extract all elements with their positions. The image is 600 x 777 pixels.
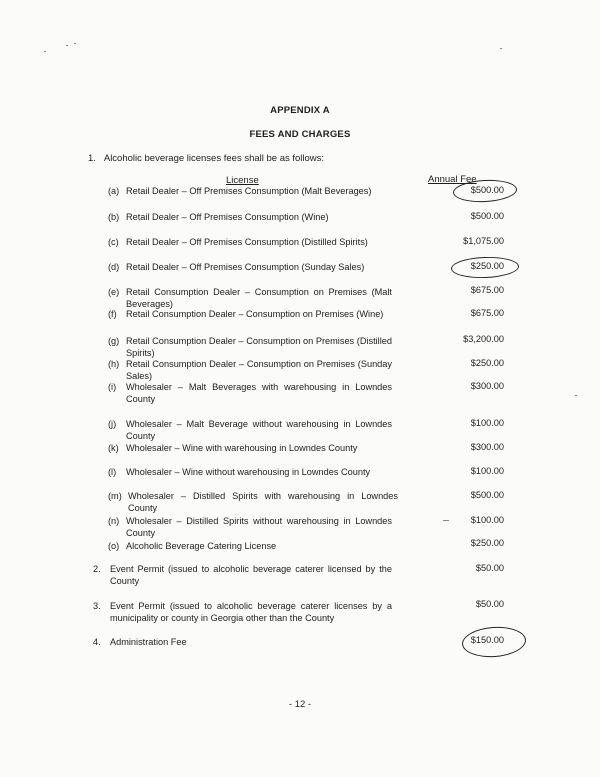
license-fee: $300.00 (470, 381, 504, 391)
license-fee: $500.00 (470, 490, 504, 500)
page-number: - 12 - (288, 699, 312, 710)
license-fee: $250.00 (470, 358, 504, 368)
license-letter: (d) (108, 262, 120, 272)
license-text: Retail Dealer – Off Premises Consumption (Malt Beverages) (126, 186, 372, 196)
fee-column-header: Annual Fee (428, 174, 477, 185)
item-text: Event Permit (issued to alcoholic beverage caterer licenses by a municipality or county in Georgia other than the County (110, 601, 392, 623)
license-letter: (o) (108, 541, 120, 551)
license-text: Retail Consumption Dealer – Consumption on Premises (Malt Beverages) (126, 287, 392, 309)
license-fee: $500.00 (470, 211, 504, 221)
scan-speck (44, 51, 46, 52)
license-fee: $500.00 (470, 185, 504, 195)
license-text: Retail Dealer – Off Premises Consumption (Sunday Sales) (126, 262, 365, 272)
license-text: Wholesaler – Wine with warehousing in Lowndes County (126, 443, 358, 453)
license-letter: (f) (108, 309, 117, 319)
license-fee: $3,200.00 (463, 334, 504, 344)
license-letter: (i) (108, 382, 117, 392)
license-column-header: License (226, 175, 259, 186)
intro-text: Alcoholic beverage licenses fees shall be as follows: (103, 153, 325, 164)
license-fee: $300.00 (470, 442, 504, 452)
license-letter: (j) (108, 419, 117, 429)
item-text: Administration Fee (110, 637, 187, 647)
license-fee: $675.00 (470, 308, 504, 318)
license-letter: (c) (108, 237, 119, 247)
item-text: Event Permit (issued to alcoholic beverage caterer licensed by the County (110, 564, 392, 586)
license-text: Retail Dealer – Off Premises Consumption (Distilled Spirits) (126, 237, 368, 247)
scan-speck (443, 520, 449, 521)
license-fee: $250.00 (470, 538, 504, 548)
license-fee: $100.00 (470, 466, 504, 476)
license-text: Wholesaler – Malt Beverage without warehousing in Lowndes County (126, 419, 392, 441)
license-text: Wholesaler – Malt Beverages with warehousing in Lowndes County (126, 382, 392, 404)
license-text: Alcoholic Beverage Catering License (126, 541, 277, 551)
item-number: 2. (93, 564, 101, 574)
license-text: Wholesaler – Distilled Spirits without warehousing in Lowndes County (126, 516, 392, 538)
license-text: Retail Consumption Dealer – Consumption on Premises (Wine) (126, 309, 384, 319)
item-fee: $150.00 (470, 635, 504, 645)
appendix-title: APPENDIX A (270, 105, 330, 116)
license-letter: (g) (108, 336, 120, 346)
scan-speck (500, 48, 502, 49)
license-fee: $675.00 (470, 285, 504, 295)
license-letter: (h) (108, 359, 120, 369)
scan-speck (74, 43, 76, 44)
license-letter: (a) (108, 186, 120, 196)
license-letter: (b) (108, 212, 120, 222)
license-text: Retail Dealer – Off Premises Consumption (Wine) (126, 212, 329, 222)
section-title: FEES AND CHARGES (249, 129, 351, 140)
item-number: 3. (93, 601, 101, 611)
license-fee: $1,075.00 (463, 236, 504, 246)
scan-speck (66, 45, 68, 46)
item-number: 4. (93, 637, 101, 647)
license-fee: $100.00 (470, 515, 504, 525)
license-fee: $250.00 (470, 261, 504, 271)
license-text: Retail Consumption Dealer – Consumption on Premises (Distilled Spirits) (126, 336, 392, 358)
license-text: Retail Consumption Dealer – Consumption on Premises (Sunday Sales) (126, 359, 392, 381)
license-letter: (e) (108, 287, 120, 297)
license-fee: $100.00 (470, 418, 504, 428)
scan-speck (575, 395, 577, 396)
handwritten-circle-annotation (451, 256, 520, 279)
item-fee: $50.00 (475, 563, 504, 573)
item-fee: $50.00 (475, 599, 504, 609)
license-text: Wholesaler – Wine without warehousing in Lowndes County (126, 467, 371, 477)
license-letter: (m) (108, 491, 122, 501)
intro-number: 1. (88, 153, 96, 164)
license-text: Wholesaler – Distilled Spirits with warehousing in Lowndes County (128, 491, 398, 513)
license-letter: (l) (108, 467, 117, 477)
handwritten-circle-annotation (461, 625, 527, 659)
license-letter: (n) (108, 516, 120, 526)
intro-paragraph (88, 153, 324, 164)
license-letter: (k) (108, 443, 119, 453)
